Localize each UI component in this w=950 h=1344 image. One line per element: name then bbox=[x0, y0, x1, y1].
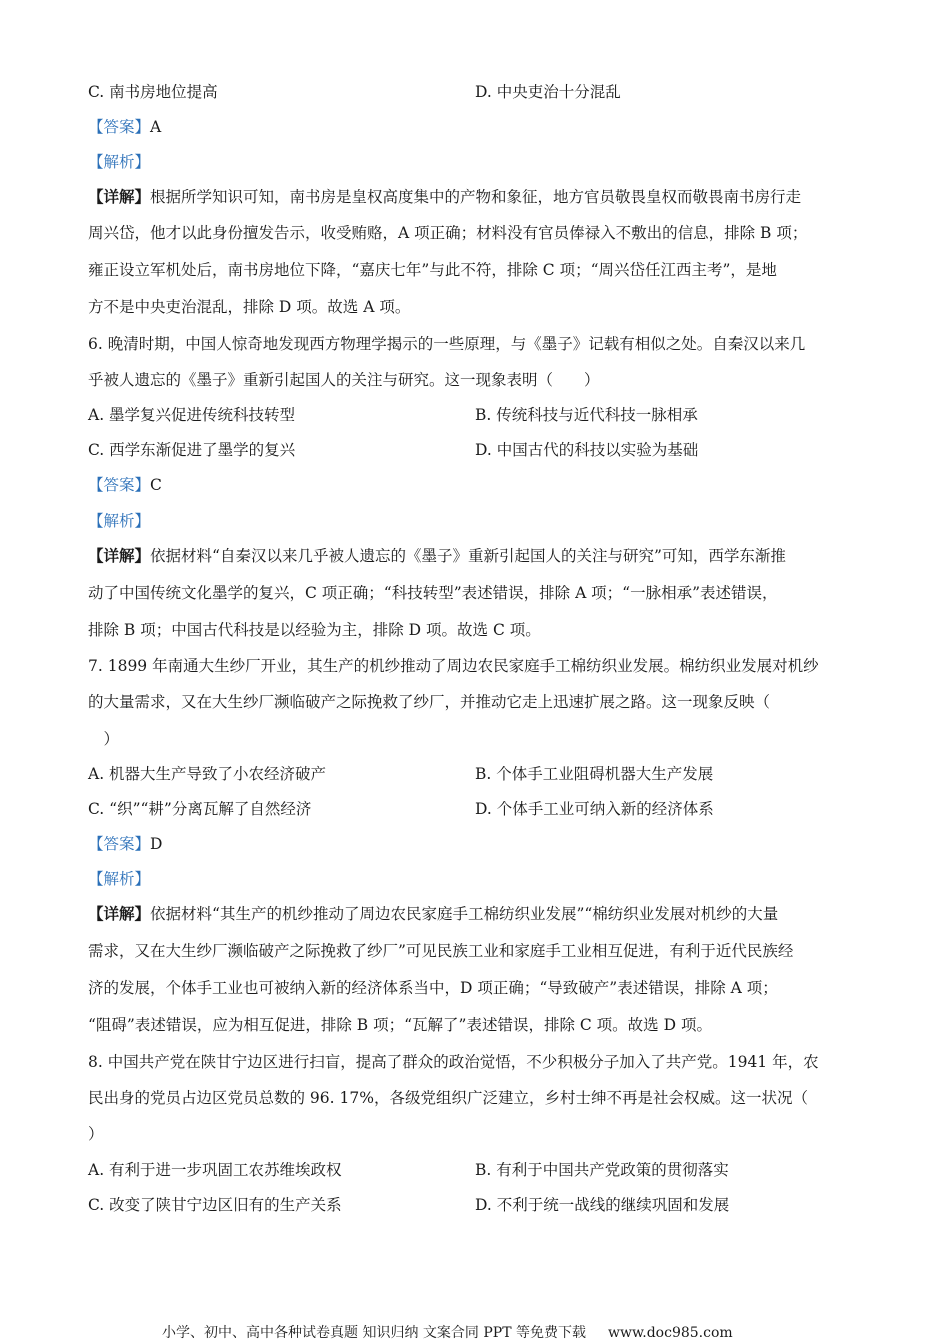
q8-option-d: D. 不利于统一战线的继续巩固和发展 bbox=[475, 1196, 730, 1214]
q6-option-d: D. 中国古代的科技以实验为基础 bbox=[475, 441, 699, 459]
q8-stem-line-2: 民出身的党员占边区党员总数的 96. 17%，各级党组织广泛建立，乡村士绅不再是社会权威。这一状况（ bbox=[88, 1089, 808, 1107]
q6-detail-line-1: 【详解】依据材料“自秦汉以来几乎被人遗忘的《墨子》重新引起国人的关注与研究”可知，西学东渐推 bbox=[88, 546, 786, 565]
q7-analysis-label: 【解析】 bbox=[88, 870, 151, 888]
q5-option-d: D. 中央吏治十分混乱 bbox=[475, 83, 621, 101]
q5-answer: 【答案】A bbox=[88, 118, 162, 136]
q6-option-a: A. 墨学复兴促进传统科技转型 bbox=[88, 406, 296, 424]
q7-option-b: B. 个体手工业阻碍机器大生产发展 bbox=[475, 765, 714, 783]
q7-option-c: C. “织”“耕”分离瓦解了自然经济 bbox=[88, 800, 312, 818]
q8-option-b: B. 有利于中国共产党政策的贯彻落实 bbox=[475, 1161, 729, 1179]
q5-detail-line-3: 雍正设立军机处后，南书房地位下降，“嘉庆七年”与此不符，排除 C 项；“周兴岱任江西主考”，是地 bbox=[88, 261, 777, 279]
q5-analysis-label: 【解析】 bbox=[88, 153, 151, 171]
q7-option-d: D. 个体手工业可纳入新的经济体系 bbox=[475, 800, 714, 818]
q7-stem-line-2: 的大量需求，又在大生纱厂濒临破产之际挽救了纱厂，并推动它走上迅速扩展之路。这一现象反映（ bbox=[88, 693, 771, 711]
footer-url[interactable]: www.doc985.com bbox=[607, 1325, 733, 1341]
q6-detail-tag: 【详解】 bbox=[88, 546, 151, 565]
q5-options-cd bbox=[88, 82, 868, 102]
q5-detail-line-4: 方不是中央吏治混乱，排除 D 项。故选 A 项。 bbox=[88, 298, 411, 316]
q8-stem-line-3: ） bbox=[88, 1125, 104, 1143]
q7-options-cd bbox=[88, 799, 868, 819]
q6-detail-line-3: 排除 B 项；中国古代科技是以经验为主，排除 D 项。故选 C 项。 bbox=[88, 621, 541, 639]
q5-answer-value: A bbox=[150, 118, 162, 136]
q6-option-c: C. 西学东渐促进了墨学的复兴 bbox=[88, 441, 296, 459]
q8-stem-line-1: 8. 中国共产党在陕甘宁边区进行扫盲，提高了群众的政治觉悟，不少积极分子加入了共产党。1941 年，农 bbox=[88, 1053, 819, 1071]
q5-detail-line-1: 【详解】根据所学知识可知，南书房是皇权高度集中的产物和象征，地方官员敬畏皇权而敬畏南书房行走 bbox=[88, 187, 802, 206]
q7-detail-line-4: “阻碍”表述错误，应为相互促进，排除 B 项；“瓦解了”表述错误，排除 C 项。故选 D 项。 bbox=[88, 1016, 712, 1034]
q6-options-ab bbox=[88, 405, 868, 425]
q7-detail-line-1: 【详解】依据材料“其生产的机纱推动了周边农民家庭手工棉纺织业发展”“棉纺织业发展对机纱的大量 bbox=[88, 904, 779, 923]
q8-options-cd bbox=[88, 1195, 868, 1215]
q7-detail-tag: 【详解】 bbox=[88, 904, 151, 923]
q7-options-ab bbox=[88, 764, 868, 784]
q8-option-a: A. 有利于进一步巩固工农苏维埃政权 bbox=[88, 1161, 342, 1179]
q5-detail-tag: 【详解】 bbox=[88, 187, 151, 206]
q6-stem-line-1: 6. 晚清时期，中国人惊奇地发现西方物理学揭示的一些原理，与《墨子》记载有相似之处。自秦汉以来几 bbox=[88, 335, 806, 353]
q5-option-c: C. 南书房地位提高 bbox=[88, 83, 218, 101]
q7-answer-value: D bbox=[150, 835, 163, 853]
q7-option-a: A. 机器大生产导致了小农经济破产 bbox=[88, 765, 327, 783]
page-footer bbox=[162, 1324, 733, 1342]
q7-stem-line-1: 7. 1899 年南通大生纱厂开业，其生产的机纱推动了周边农民家庭手工棉纺织业发展。棉纺织业发展对机纱 bbox=[88, 657, 819, 675]
q6-answer: 【答案】C bbox=[88, 476, 162, 494]
q7-answer: 【答案】D bbox=[88, 835, 163, 853]
q6-detail-line-2: 动了中国传统文化墨学的复兴，C 项正确；“科技转型”表述错误，排除 A 项；“一脉相承”表述错误， bbox=[88, 584, 778, 602]
q6-options-cd bbox=[88, 440, 868, 460]
q6-analysis-label: 【解析】 bbox=[88, 512, 151, 530]
q7-detail-line-3: 济的发展，个体手工业也可被纳入新的经济体系当中，D 项正确；“导致破产”表述错误，排除 A 项； bbox=[88, 979, 778, 997]
q6-answer-value: C bbox=[150, 476, 162, 494]
q8-option-c: C. 改变了陕甘宁边区旧有的生产关系 bbox=[88, 1196, 342, 1214]
footer-text: 小学、初中、高中各种试卷真题 知识归纳 文案合同 PPT 等免费下载 bbox=[162, 1325, 586, 1341]
q6-option-b: B. 传统科技与近代科技一脉相承 bbox=[475, 406, 698, 424]
q5-detail-line-2: 周兴岱，他才以此身份擅发告示，收受贿赂，A 项正确；材料没有官员俸禄入不敷出的信息，排除 B 项； bbox=[88, 224, 808, 242]
q6-stem-line-2: 乎被人遗忘的《墨子》重新引起国人的关注与研究。这一现象表明（ ） bbox=[88, 371, 600, 389]
q7-stem-line-3: ） bbox=[88, 730, 120, 748]
q7-detail-line-2: 需求，又在大生纱厂濒临破产之际挽救了纱厂”可见民族工业和家庭手工业相互促进，有利于近代民族经 bbox=[88, 942, 794, 960]
q8-options-ab bbox=[88, 1160, 868, 1180]
